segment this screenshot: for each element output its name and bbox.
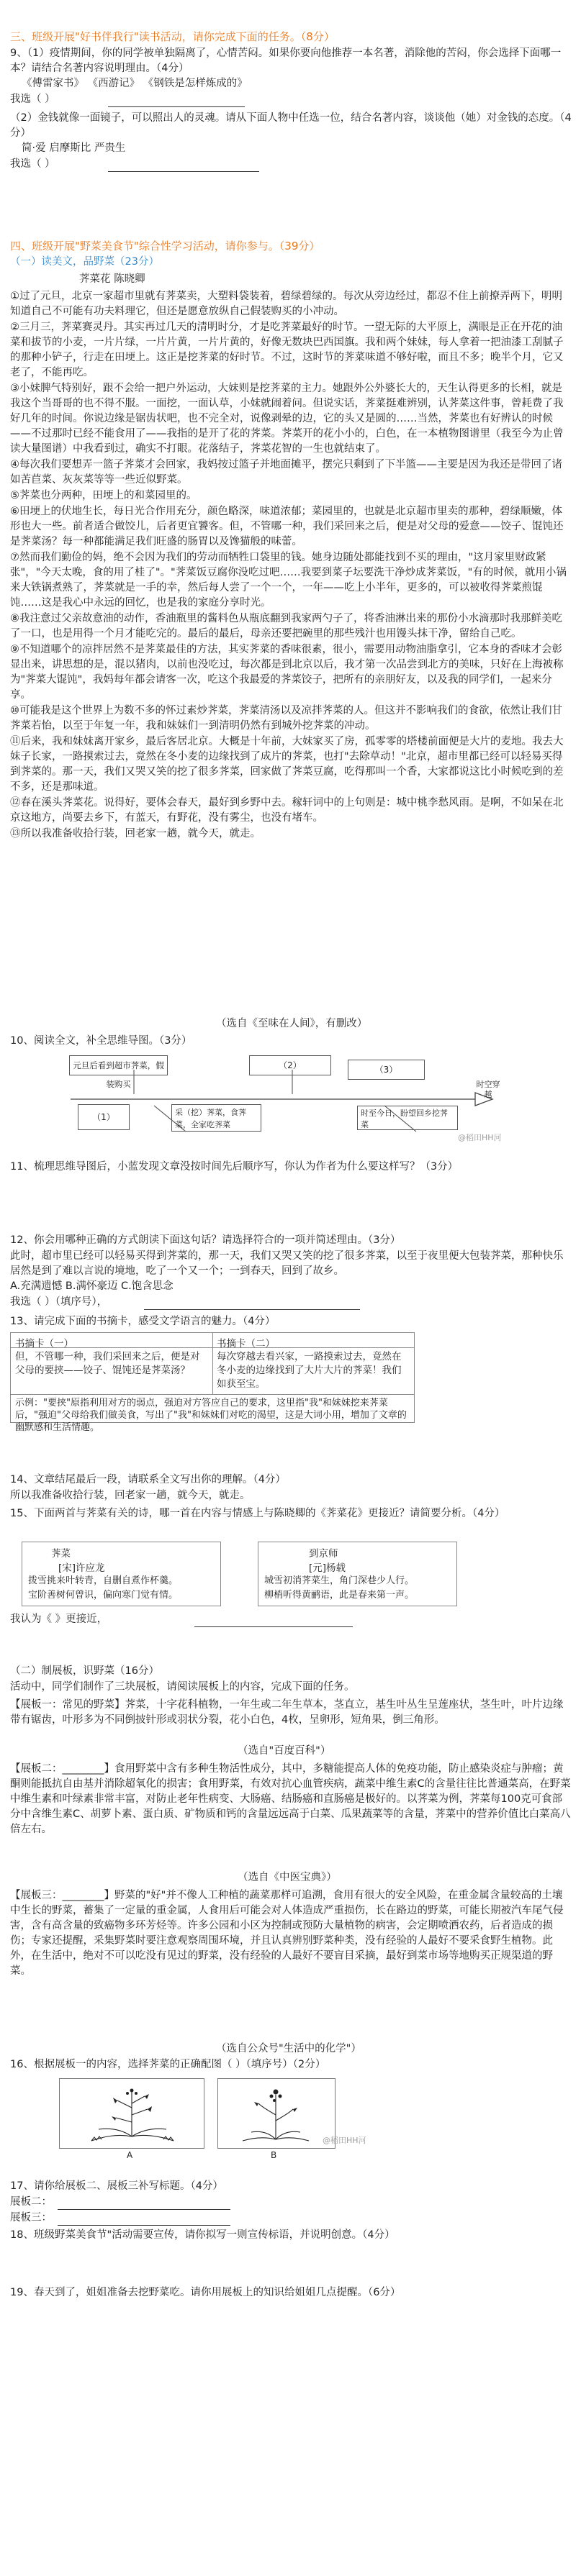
q17-board3: 展板三： xyxy=(10,2212,52,2224)
q9-2-choose: 我选（ ） xyxy=(10,158,55,170)
watermark: @稻田HH河 xyxy=(323,2136,366,2145)
q12-quote: 此时，超市里已经可以轻易买得到荠菜的，那一天，我们又哭又笑的挖了很多荠菜，以至于夜里便大包装荠菜，那种快乐居然是到了难以言说的境地，吃了一个又一个；一到春天，回到了故乡。 xyxy=(10,1250,564,1277)
board-3: 【展板三：________】野菜的"好"并不像人工种植的蔬菜那样可追溯，食用有很大的安全风险，在重金属含量较高的土壤中生长的野菜，蓄集了一定量的重金属，人食用后可能会对人体造成严重损伤，长在路边的野菜，可能长期被汽车尾气侵害，含有高含量的致癌物多环芳烃等。许多公园和小区为控制或预防大量植物的病害，会定期喷洒农药，后者造成的损伤；专家还提醒，采集野菜时要注意观察周围环境，并且认真辨别野菜种类，没有经验的人最好不要采食野生植物。此外，在生活中，绝对不可以吃没有见过的野菜，没有经验的人最好不要盲目采摘，最好到菜市场等地购买正规渠道的野菜。 xyxy=(10,1890,564,1977)
q9-2-names: 简·爱 启摩斯比 严贵生 xyxy=(22,142,126,154)
board-2-source: （选自《中医宝典》） xyxy=(238,1872,337,1883)
card2-text: 每次穿越去看兴家，一路摸索过去，竟然在冬小麦的边缘找到了大片大片的荠菜！我们如获至宝。 xyxy=(217,1351,402,1390)
mindmap-box-2[interactable]: （2） xyxy=(249,1055,331,1075)
mindmap-end: 时至今日，盼望回乡挖荠菜 xyxy=(357,1106,458,1130)
exhibit-intro: 活动中，同学们制作了三块展板，请阅读展板上的内容，完成下面的任务。 xyxy=(10,1681,355,1693)
essay-paragraph: ⑤荠菜也分两种，田埂上的和菜园里的。 xyxy=(10,490,197,501)
poem-2-card xyxy=(258,1542,457,1606)
q14: 14、文章结尾最后一段，请联系全文写出你的理解。（4分） xyxy=(10,1474,286,1485)
card-example: 示例："要挟"原指利用对方的弱点，强迫对方答应自己的要求，这里指"我"和妹妹挖来荠菜后，"强迫"父母给我们做美食，写出了"我"和妹妹们对吃的渴望，这是大词小用，增加了文章的幽默感和生活情趣。 xyxy=(15,1398,407,1433)
essay-paragraph: ⑥田埂上的伏地生长，每日光合作用充分，颜色略深，味道浓郁；菜园里的，也就是北京超市里卖的那种，碧绿顺嫩，体形也大一些。前者适合做饺儿，后者更宜饕客。但，不管哪一种，我们采回来之后，便是对父母的爱意——饺子、馄饨还是荠菜汤？每一种都能满足我们旺盛的肠胃以及馋猫般的味蕾。 xyxy=(10,506,564,547)
poem-2-author: [元]杨载 xyxy=(309,1562,346,1574)
board-2: 【展板二：________】食用野菜中含有多种生物活性成分，其中，多糖能提高人体的免疫功能，防止感染炎症与肿瘤；黄酮则能抵抗自由基并消除超氧化的损害；食用野菜，有效对抗心血管疾病，蔬菜中维生素C的含量往往比普通菜高，在野菜中维生素和叶绿素非常丰富，对防止老年性病变、大肠癌、结肠癌和直肠癌是极好的。以荠菜为例，荠菜每100克可食部分中含维生素C、胡萝卜素、蛋白质、矿物质和钙的含量远远高于白菜、瓜果蔬菜等的含量，荠菜中的营养价值比白菜高八倍左右。 xyxy=(10,1763,571,1835)
answer-line[interactable] xyxy=(108,106,245,107)
q13: 13、请完成下面的书摘卡，感受文学语言的魅力。（4分） xyxy=(10,1316,276,1327)
essay-paragraph: ⑨不知道哪个的凉拌居然不是荠菜最佳的方法，其实荠菜的香味很素，很小，需要用动物油脂拿引，它本身的香味才会彰显出来，讲思想的是，混以猪肉，以前也没吃过，每次都是到北京以后，我才第一次品尝到北方的美味，只好在上海被称为"荠菜大馄饨"，我妈每年都会请客一次，吃这个我最爱的荠菜饺子，把所有的亲朋好友，以及我的同学们，一起来分享。 xyxy=(10,644,564,701)
q17-board2: 展板二： xyxy=(10,2196,52,2208)
label-b: B xyxy=(271,2150,277,2160)
q15-choose: 我认为《 》更接近， xyxy=(10,1614,108,1625)
essay-paragraph: ⑩可能我是这个世界上为数不多的怀过素炒荠菜，荠菜清汤以及凉拌荠菜的人。但这并不影响我们的食欲，依然让我们甘荠菜若怡，以至于年复一年，我和妹妹们一到清明仍然有到城外挖荠菜的冲动。 xyxy=(10,705,562,732)
essay-paragraph: ⑧我注意过父亲故意油的动作，香油瓶里的酱料色从瓶底翻到我家两勺子了，将香油淋出来的那份小水滴那时我那鲜美吃了一口，也是用得一个月才能吃完的。最后的最后，母亲还要把碗里的那些残汁也用馒头抹干净，留给自己吃。 xyxy=(10,613,562,640)
q9-options: 《傅雷家书》 《西游记》 《钢铁是怎样炼成的》 xyxy=(22,78,248,89)
mindmap-start: 元旦后看到超市荠菜，假装购买 xyxy=(69,1055,168,1075)
poem-2-text: 城雪初消荠菜生，角门深巷少人行。 柳梢听得黄鹂语，此是春来第一声。 xyxy=(264,1575,415,1601)
poem-1-author: [宋]许应龙 xyxy=(58,1562,105,1574)
plant-a-drawing xyxy=(60,2079,204,2148)
poem-1-title: 荠菜 xyxy=(51,1548,71,1560)
plant-image-b[interactable] xyxy=(217,2078,335,2149)
answer-line[interactable] xyxy=(58,2209,230,2210)
essay-paragraph: ④每次我们要想弄一篮子荠菜才会回家，我妈按过篮子并地面摊平，摆完只剩到了下半篮——主要是因为我还是带回了诸如苦苣菜、灰灰菜等等一些近似野菜。 xyxy=(10,459,562,486)
q11: 11、梳理思维导图后，小蓝发现文章没按时间先后顺序写，你认为作者为什么要这样写？（3分） xyxy=(10,1161,459,1173)
q12-choose: 我选（ ）（填序号）， xyxy=(10,1296,108,1308)
essay-source: （选自《至味在人间》，有删改） xyxy=(216,1018,368,1029)
q9-2-stem: （2）金钱就像一面镜子，可以照出人的灵魂。请从下面人物中任选一位，结合名著内容，谈谈他（她）对金钱的态度。（4分） xyxy=(10,112,572,139)
essay-paragraph: ②三月三，荠菜赛灵丹。其实再过几天的清明时分，才是吃荠菜最好的时节。一望无际的大平原上，满眼是正在开花的油菜和拔节的小麦，一片片绿，一片片黄，一片片黄的，好像无数块巴西国旗。我和两个妹妹，每人拿着一把油漆工刮腻子的那种小铲子，行走在田埂上。这正是挖荠菜的好时节。不过，这时节的荠菜味道不够好啦，而且不多；晚半个月，它又老了，不能再吃。 xyxy=(10,322,564,378)
mindmap-box-3[interactable]: （3） xyxy=(348,1060,425,1080)
q9-choose: 我选（ ） xyxy=(10,94,55,105)
essay-body xyxy=(10,289,571,1014)
answer-line[interactable] xyxy=(58,2225,230,2226)
essay-paragraph: ③小妹脾气特别好，跟不会给一把户外运动，大妹则是挖荠菜的主力。她跟外公外婆长大的，天生认得更多的长相，就是我这个当哥哥的也不得不服。一面挖，一面认草，小妹就闹着问。但说实话，荠菜挺难辨别，认荠菜这件事，曾耗费了我好几年的时间。你说边缘是锯齿状吧，也不完全对，说像剥晕的边，它的头又是圆的……当然，荠菜也有好辨认的时候——不过那时已经不能食用了——我指的是开了花的荠菜。荠菜开的花小小的，白色，在一本植物图谱里（我至今为止曾读大量图谱）中我看到过，确实不打眼。花落结子，荠菜花智的一生也就结束了。 xyxy=(10,383,564,455)
mindmap-time: 时空穿越 xyxy=(476,1080,500,1099)
q15: 15、下面两首与荠菜有关的诗，哪一首在内容与情感上与陈晓卿的《荠菜花》更接近？请简要分析。（4分） xyxy=(10,1508,505,1519)
essay-paragraph: ⑪后来，我和妹妹离开家乡，最后客居北京。大概是十年前，大妹家买了房，孤零零的塔楼前面便是大片的麦地。我去大妹子长家，一路摸索过去，竟然在冬小麦的边缘找到了成片的荠菜，也打"去除草动！"北京，超市里都已经可以轻易买得到荠菜的。那一天，我们又哭又笑的挖了很多荠菜，回家做了荠菜豆腐，吃得那叫一个香，大家都说这比小时候吃到的差不多，还是那味道。 xyxy=(10,736,564,793)
q14-quote: 所以我准备收拾行装，回老家一趟，就今天，就走。 xyxy=(10,1490,251,1501)
q12-stem: 12、你会用哪种正确的方式朗读下面这句话？请选择符合的一项并简述理由。（3分） xyxy=(10,1234,401,1246)
essay-paragraph: ①过了元旦，北京一家超市里就有荠菜卖，大塑料袋装着，碧绿碧绿的。每次从旁边经过，都忍不住上前撩弄两下，明明知道自己不可能有功夫料理它，但还是愿意放纵自己假装购买的小冲动。 xyxy=(10,291,562,317)
subsection1-title: （一）读美文，品野菜（23分） xyxy=(10,256,159,268)
section4-title: 四、班级开展"野菜美食节"综合性学习活动，请你参与。（39分） xyxy=(10,240,320,252)
q12-options: A.充满遗憾 B.满怀豪迈 C.饱含思念 xyxy=(10,1280,174,1292)
q17: 17、请你给展板二、展板三补写标题。（4分） xyxy=(10,2180,223,2192)
label-a: A xyxy=(127,2150,133,2160)
mindmap-box-1[interactable]: （1） xyxy=(78,1104,130,1130)
answer-line[interactable] xyxy=(194,1626,353,1627)
q10: 10、阅读全文，补全思维导图。（3分） xyxy=(10,1035,192,1047)
board-1: 【展板一：常见的野菜】荠菜，十字花科植物，一年生或二年生草本，茎直立，基生叶丛生呈莲座状，茎生叶，叶片边缘带有锯齿，叶形多为不同倒披针形或羽状分裂，花小白色，4枚，呈卵形，短角果，倒三角形。 xyxy=(10,1699,564,1726)
q18: 18、班级野菜美食节"活动需要宣传，请你拟写一则宣传标语，并说明创意。（4分） xyxy=(10,2229,395,2241)
q19: 19、春天到了，姐姐准备去挖野菜吃。请你用展板上的知识给姐姐几点提醒。（6分） xyxy=(10,2287,401,2298)
watermark: @稻田HH河 xyxy=(458,1133,502,1142)
plant-b-drawing xyxy=(218,2079,335,2148)
essay-paragraph: ⑦然而我们勤俭的妈，绝不会因为我们的劳动而牺牲口袋里的钱。她身边随处都能找到不买的理由，"这月家里财政紧张"，"今天太晚，食的用了桂了"。"荠菜饭豆腐你没吃过吧……我要到菜子坛要洗干净炒成荠菜饭，"有的时候，就用小锅来大铁锅煮熟了，荠菜就是一手的幸，然后每人尝了一个一个，一年——吃上小半年，更多的，可以被收得荠菜煎馄饨……这是我心中永远的回忆，也是我的家庭分享时光。 xyxy=(10,552,567,609)
plant-image-a[interactable] xyxy=(59,2078,204,2149)
board-1-source: （选自"百度百科"） xyxy=(238,1745,331,1757)
subsection2-title: （二）制展板，识野菜（16分） xyxy=(10,1665,159,1677)
divider xyxy=(11,1394,414,1395)
mindmap-mid: 采（挖）荠菜，食荠菜，全家吃荠菜 xyxy=(171,1104,261,1132)
poem-2-title: 到京师 xyxy=(309,1548,338,1560)
divider xyxy=(212,1333,213,1394)
essay-title: 荠菜花 陈晓卿 xyxy=(79,273,145,285)
book-card-table xyxy=(10,1332,415,1433)
section3-title: 三、班级开展"好书伴我行"读书活动，请你完成下面的任务。（8分） xyxy=(10,30,335,43)
board-3-source: （选自公众号"生活中的化学"） xyxy=(216,2043,361,2054)
essay-paragraph: ⑫春在溪头荠菜花。说得好，要体会春天，最好到乡野中去。稼轩词中的上句则是：城中桃李愁风雨。是啊，不如呆在北京这地方，尚要去乡下，有蓝天，有野花，没有雾尘，也没有堵车。 xyxy=(10,797,564,824)
q16: 16、根据展板一的内容，选择荠菜的正确配图（ ）（填序号）（2分） xyxy=(10,2059,326,2070)
answer-line[interactable] xyxy=(144,1309,360,1310)
card2-title: 书摘卡（二） xyxy=(217,1338,275,1350)
essay-paragraph: ⑬所以我准备收拾行装，回老家一趟，就今天，就走。 xyxy=(10,828,261,839)
card1-title: 书摘卡（一） xyxy=(15,1338,73,1350)
mind-map xyxy=(63,1051,510,1147)
q9-stem: 9、（1）疫情期间，你的同学被单独隔离了，心情苦闷。如果你要向他推荐一本名著，消除他的苦闷，你会选择下面哪一本？请结合名著内容说明理由。（4分） xyxy=(10,47,562,74)
answer-line[interactable] xyxy=(108,171,259,172)
poem-1-card xyxy=(22,1542,221,1606)
poem-1-text: 拨雪挑来叶转青，自删自煮作杯羹。 宝阶善树何曾识，偏向寒门觉有情。 xyxy=(28,1575,179,1601)
card1-text: 但，不管哪一种，我们采回来之后，便是对父母的要挟——饺子、馄饨还是荠菜汤？ xyxy=(15,1351,200,1376)
